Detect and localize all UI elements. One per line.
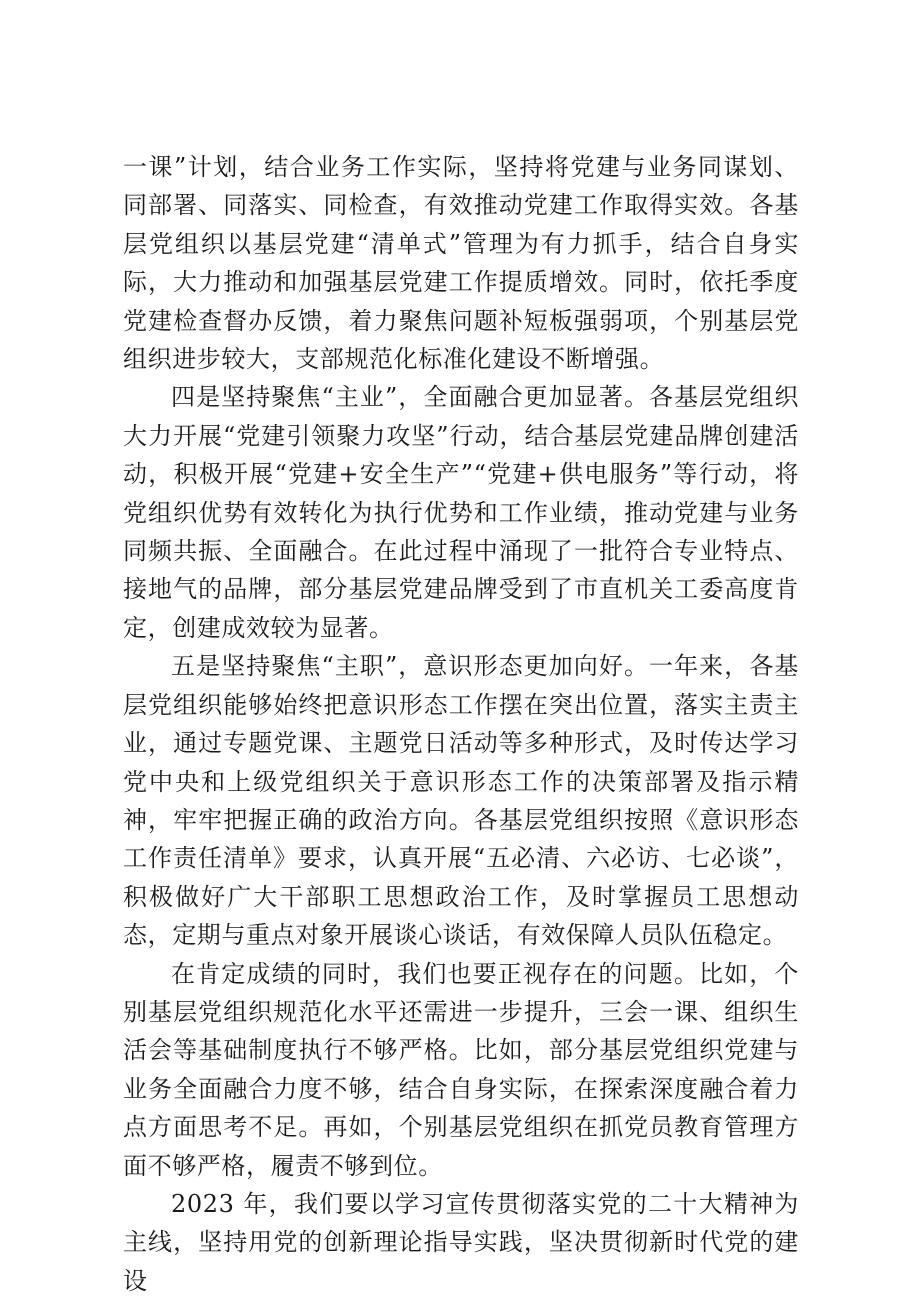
paragraph-focus-main-duty: 五是坚持聚焦“主职”，意识形态更加向好。一年来，各基层党组织能够始终把意识形态工作摆在突出位置，落实主责主业，通过专题党课、主题党日活动等多种形式，及时传达学习党中央和上级党组织关于意识形态工作的决策部署及指示精神，牢牢把握正确的政治方向。各基层党组织按照《意识形态工作责任清单》要求，认真开展“五必清、六必访、七必谈”，积极做好广大干部职工思想政治工作，及时掌握员工思想动态，定期与重点对象开展谈心谈话，有效保障人员队伍稳定。 xyxy=(123,652,799,950)
paragraph-continuation: 一课”计划，结合业务工作实际，坚持将党建与业务同谋划、同部署、同落实、同检查，有效推动党建工作取得实效。各基层党组织以基层党建“清单式”管理为有力抓手，结合自身实际，大力推动和加强基层党建工作提质增效。同时，依托季度党建检查督办反馈，着力聚焦问题补短板强弱项，个别基层党组织进步较大，支部规范化标准化建设不断增强。 xyxy=(123,153,799,374)
paragraph-2023-plan: 2023 年，我们要以学习宣传贯彻落实党的二十大精神为主线，坚持用党的创新理论指导实践，坚决贯彻新时代党的建设 xyxy=(123,1189,799,1295)
paragraph-problems: 在肯定成绩的同时，我们也要正视存在的问题。比如，个别基层党组织规范化水平还需进一步提升，三会一课、组织生活会等基础制度执行不够严格。比如，部分基层党组织党建与业务全面融合力度不够，结合自身实际，在探索深度融合着力点方面思考不足。再如，个别基层党组织在抓党员教育管理方面不够严格，履责不够到位。 xyxy=(123,959,799,1180)
paragraph-focus-main-business: 四是坚持聚焦“主业”，全面融合更加显著。各基层党组织大力开展“党建引领聚力攻坚”行动，结合基层党建品牌创建活动，积极开展“党建+安全生产”“党建+供电服务”等行动，将党组织优势有效转化为执行优势和工作业绩，推动党建与业务同频共振、全面融合。在此过程中涌现了一批符合专业特点、接地气的品牌，部分基层党建品牌受到了市直机关工委高度肯定，创建成效较为显著。 xyxy=(123,383,799,642)
document-body xyxy=(123,148,799,1300)
